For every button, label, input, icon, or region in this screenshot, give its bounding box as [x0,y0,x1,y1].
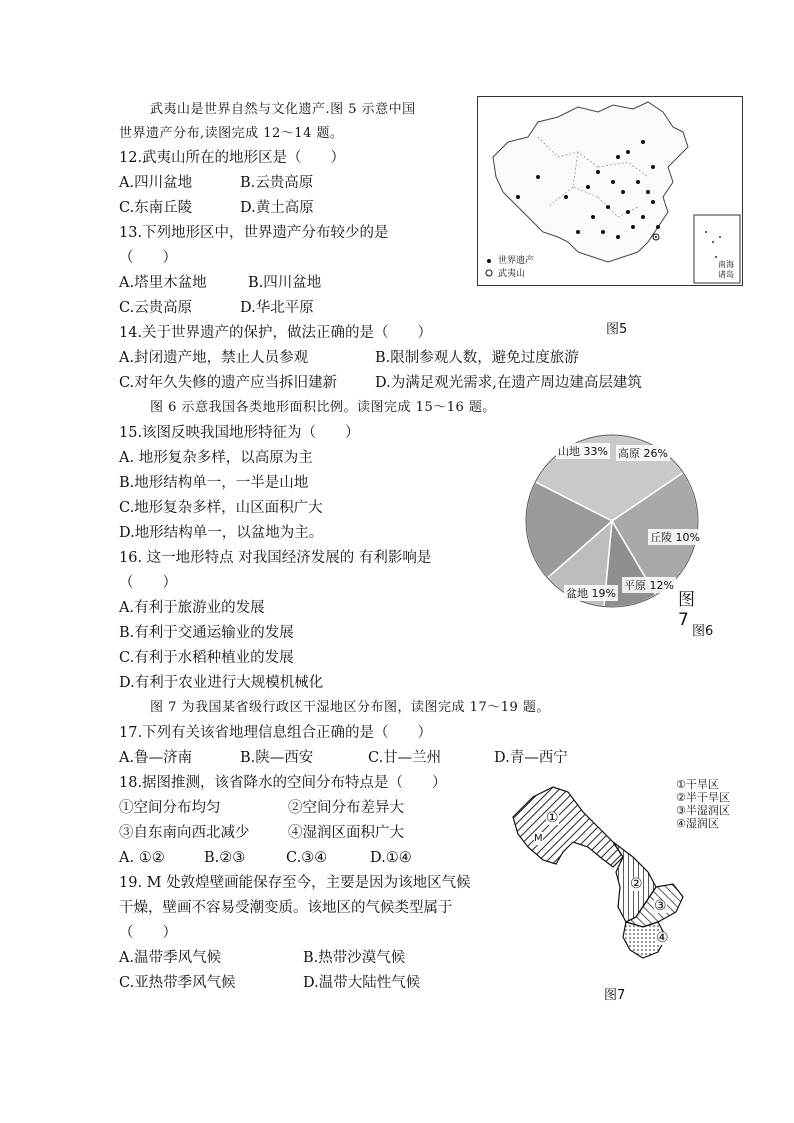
zone-arid [513,787,623,867]
q18-option-c: C.③④ [286,850,328,866]
q14-stem: 14.关于世界遗产的保护，做法正确的是（ ） [119,325,433,341]
zone-2-marker: ② [630,876,643,892]
q12-stem: 12.武夷山所在的地形区是（ ） [119,150,346,166]
fig5-label: 图5 [606,322,628,337]
legend-wuyi-text: 武夷山 [498,269,526,279]
fig7-label: 图7 [604,988,626,1003]
q16-option-d: D.有利于农业进行大规模机械化 [119,675,324,691]
q14-option-c: C.对年久失修的遗产应当拆旧建新 [119,375,338,391]
q15-stem: 15.该图反映我国地形特征为（ ） [119,425,360,441]
q18-option-b: B.②③ [204,850,246,866]
q13-option-b: B.四川盆地 [248,275,322,291]
q19-option-d: D.温带大陆性气候 [303,975,421,991]
q15-option-b: B.地形结构单一，一半是山地 [119,475,309,491]
q16-paren: （ ） [119,575,177,591]
q16-option-c: C.有利于水稻种植业的发展 [119,650,294,666]
q13-option-d: D.华北平原 [240,300,314,316]
inset-label-2: 诸岛 [718,270,734,279]
q16-stem: 16. 这一地形特点 对我国经济发展的 有利影响是 [119,550,432,566]
q18-option-d: D.①④ [370,850,412,866]
pie-label-mountain: 山地 33% [558,445,608,458]
legend-heritage-symbol [487,259,491,263]
zone-4-marker: ④ [656,930,669,946]
legend-wuyi-symbol [486,270,492,276]
q14-option-d: D.为满足观光需求,在遗产周边建高层建筑 [375,375,642,391]
q18-stem: 18.据图推测，该省降水的空间分布特点是（ ） [119,775,447,791]
q15-option-d: D.地形结构单一，以盆地为主。 [119,525,324,541]
inset-label-1: 南海 [718,260,734,269]
legend-semi-humid: ③半湿润区 [676,804,730,817]
legend-humid: ④湿润区 [676,817,719,830]
legend-semi-arid: ②半干旱区 [676,791,730,804]
q13-paren: （ ） [119,250,177,266]
pie-inner-label: 图 7 [678,590,695,630]
q17-stem: 17.下列有关该省地理信息组合正确的是（ ） [119,725,433,741]
m-marker: M [534,833,543,844]
landform-pie-chart [514,433,710,630]
q13-option-c: C.云贵高原 [119,300,193,316]
q19-line1: 19. M 处敦煌壁画能保存至今，主要是因为该地区气候 [119,875,471,891]
zone-3-marker: ③ [654,898,667,914]
q12-option-a: A.四川盆地 [119,175,193,191]
q18-statement-2: ②空间分布差异大 [288,800,404,816]
q15-option-a: A. 地形复杂多样，以高原为主 [119,450,313,466]
intro-q15: 图 6 示意我国各类地形面积比例。读图完成 15～16 题。 [150,400,496,415]
q15-option-c: C.地形复杂多样，山区面积广大 [119,500,323,516]
q18-option-a: A. ①② [119,850,165,866]
pie-label-basin: 盆地 19% [566,587,616,600]
zone-1-marker: ① [546,810,559,826]
q18-statement-3: ③自东南向西北减少 [119,825,250,841]
q17-option-a: A.鲁—济南 [119,750,193,766]
q19-option-b: B.热带沙漠气候 [303,950,406,966]
q12-option-d: D.黄土高原 [240,200,314,216]
fig6-label: 图6 [692,624,714,639]
q19-option-c: C.亚热带季风气候 [119,975,236,991]
q16-option-b: B.有利于交通运输业的发展 [119,625,294,641]
q19-option-a: A.温带季风气候 [119,950,222,966]
q14-option-a: A.封闭遗产地，禁止人员参观 [119,350,309,366]
q18-statement-1: ①空间分布均匀 [119,800,221,816]
legend-arid: ①干旱区 [676,778,719,791]
pie-label-plain: 平原 12% [624,579,674,592]
q12-option-c: C.东南丘陵 [119,200,193,216]
q19-paren: （ ） [119,925,177,941]
q13-stem: 13.下列地形区中，世界遗产分布较少的是 [119,225,389,241]
intro-q12-line1: 武夷山是世界自然与文化遗产.图 5 示意中国 [150,102,416,117]
q16-option-a: A.有利于旅游业的发展 [119,600,265,616]
q13-option-a: A.塔里木盆地 [119,275,207,291]
q19-line2: 干燥，壁画不容易受潮变质。该地区的气候类型属于 [119,900,453,916]
intro-q17: 图 7 为我国某省级行政区干湿地区分布图，读图完成 17～19 题。 [150,700,550,715]
q18-statement-4: ④湿润区面积广大 [288,825,404,841]
q12-option-b: B.云贵高原 [240,175,314,191]
china-heritage-map [477,96,743,286]
q17-option-d: D.青—西宁 [494,750,568,766]
q14-option-b: B.限制参观人数，避免过度旅游 [375,350,579,366]
intro-q12-line2: 世界遗产分布,读图完成 12～14 题。 [119,126,344,141]
pie-label-hill: 丘陵 10% [650,531,700,544]
gansu-dry-wet-map [508,772,734,968]
q17-option-b: B.陕—西安 [240,750,314,766]
pie-label-plateau: 高原 26% [618,447,668,460]
q17-option-c: C.甘—兰州 [368,750,442,766]
pie-graphic [514,433,710,609]
legend-heritage-text: 世界遗产 [498,256,535,266]
